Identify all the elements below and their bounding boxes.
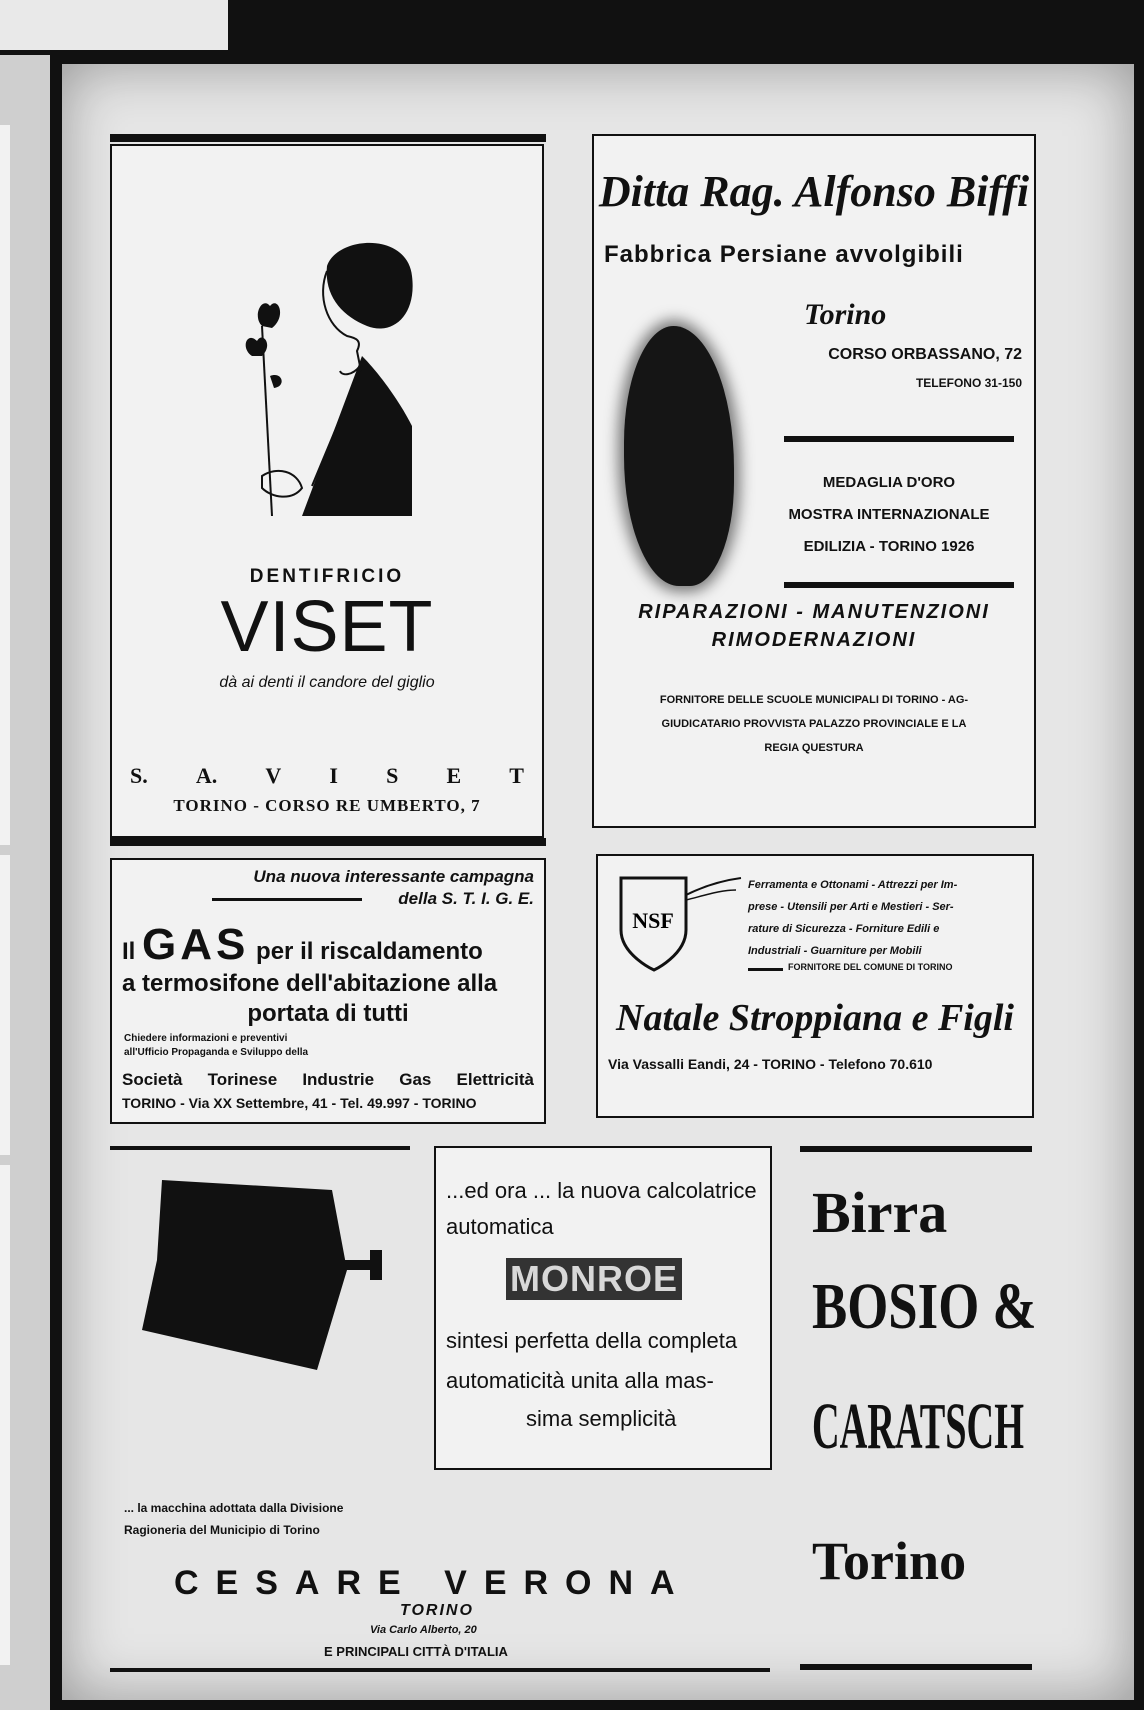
phone: TELEFONO 31-150 bbox=[915, 376, 1022, 390]
rule bbox=[784, 582, 1014, 588]
description-line: rature di Sicurezza - Forniture Edili e bbox=[748, 923, 940, 935]
company-address: TORINO - CORSO RE UMBERTO, 7 bbox=[173, 796, 481, 815]
medal-line: MEDAGLIA D'ORO bbox=[822, 474, 956, 491]
rule-top-verona bbox=[110, 1146, 410, 1150]
ad-gas bbox=[110, 858, 546, 1124]
supplier-note bbox=[604, 688, 1024, 760]
company-word: Società bbox=[122, 1070, 183, 1089]
company-word: Torinese bbox=[207, 1070, 278, 1089]
dealer-street: Via Carlo Alberto, 20 bbox=[370, 1624, 477, 1636]
product-type: DENTIFRICIO bbox=[249, 566, 405, 587]
rule bbox=[212, 898, 362, 901]
ad-biffi bbox=[592, 134, 1036, 828]
dealer-name: CESARE VERONA bbox=[174, 1564, 692, 1602]
headline-gas: GAS bbox=[142, 920, 250, 969]
birra-word: Birra bbox=[812, 1180, 948, 1245]
caption-line: ... la macchina adottata dalla Divisione bbox=[124, 1501, 344, 1515]
company-name bbox=[122, 1070, 534, 1090]
brewery-name: BOSIO & bbox=[812, 1270, 1037, 1343]
caption-line: Ragioneria del Municipio di Torino bbox=[124, 1523, 320, 1537]
intro-line: ...ed ora ... la nuova calcolatrice bbox=[446, 1178, 757, 1203]
dealer-branches: E PRINCIPALI CITTÀ D'ITALIA bbox=[324, 1644, 508, 1659]
headline bbox=[122, 920, 483, 970]
company-address: TORINO - Via XX Settembre, 41 - Tel. 49.997 - TORINO bbox=[122, 1095, 477, 1111]
campaign-line: della S. T. I. G. E. bbox=[398, 889, 534, 908]
headline-pre: Il bbox=[122, 938, 136, 965]
intro-line: automatica bbox=[446, 1214, 554, 1239]
info-line: all'Ufficio Propaganda e Sviluppo della bbox=[124, 1047, 309, 1058]
company-letter: A. bbox=[195, 763, 218, 788]
company-letter: T bbox=[509, 763, 524, 788]
description bbox=[748, 874, 1022, 962]
medal-line: EDILIZIA - TORINO 1926 bbox=[803, 538, 975, 555]
logo-initials: NSF bbox=[632, 908, 674, 933]
lady-with-lily-illustration bbox=[112, 226, 542, 546]
company-word: Industrie bbox=[302, 1070, 375, 1089]
campaign-line: Una nuova interessante campagna bbox=[253, 867, 534, 886]
brand-name: VISET bbox=[220, 587, 434, 667]
shutter-photo bbox=[624, 326, 734, 586]
rule-top-viset bbox=[110, 134, 546, 142]
company-letter: I bbox=[329, 763, 338, 788]
company-name bbox=[130, 763, 524, 789]
company-letter: E bbox=[446, 763, 462, 788]
info-request bbox=[124, 1032, 308, 1060]
company-subtitle: Fabbrica Persiane avvolgibili bbox=[604, 241, 964, 268]
brewery-city: Torino bbox=[812, 1531, 967, 1591]
info-line: Chiedere informazioni e preventivi bbox=[124, 1033, 288, 1044]
shield-logo bbox=[606, 870, 746, 980]
headline-line2: a termosifone dell'abitazione alla bbox=[122, 970, 498, 997]
adjacent-page-edge bbox=[0, 0, 228, 50]
tagline: dà ai denti il candore del giglio bbox=[219, 674, 435, 691]
ad-viset bbox=[110, 144, 544, 838]
supplier-line: FORNITORE DELLE SCUOLE MUNICIPALI DI TORINO - AG- bbox=[659, 694, 969, 706]
calculator-caption bbox=[124, 1497, 343, 1541]
company-name: Natale Stroppiana e Figli bbox=[616, 997, 1014, 1039]
description-line: Industriali - Guarniture per Mobili bbox=[748, 945, 922, 957]
brewery-name-2: CARATSCH bbox=[812, 1390, 1024, 1463]
ad-monroe bbox=[434, 1146, 772, 1470]
city: Torino bbox=[804, 298, 887, 331]
description-line: sima semplicità bbox=[526, 1406, 677, 1431]
company-title: Ditta Rag. Alfonso Biffi bbox=[598, 167, 1030, 216]
adjacent-page-strip bbox=[0, 55, 50, 1710]
rule-bottom-birra bbox=[800, 1664, 1032, 1670]
rule bbox=[748, 968, 783, 971]
supplier-line: GIUDICATARIO PROVVISTA PALAZZO PROVINCIALE E LA bbox=[661, 718, 967, 730]
campaign bbox=[253, 866, 534, 910]
services bbox=[594, 598, 1034, 654]
supplier-note: FORNITORE DEL COMUNE DI TORINO bbox=[788, 962, 953, 972]
services-line: RIMODERNAZIONI bbox=[711, 629, 917, 651]
company-letter: S bbox=[386, 763, 399, 788]
company-word: Gas bbox=[399, 1070, 432, 1089]
rule-top-birra bbox=[800, 1146, 1032, 1152]
company-letter: V bbox=[265, 763, 282, 788]
description-line: Ferramenta e Ottonami - Attrezzi per Im- bbox=[748, 879, 958, 891]
description-line: automaticità unita alla mas- bbox=[446, 1368, 714, 1393]
medal-line: MOSTRA INTERNAZIONALE bbox=[788, 506, 990, 523]
rule-bottom-viset bbox=[110, 838, 546, 846]
services-line: RIPARAZIONI - MANUTENZIONI bbox=[638, 601, 990, 623]
headline-post: per il riscaldamento bbox=[256, 938, 483, 965]
calculator-illustration bbox=[122, 1160, 392, 1380]
company-letter: S. bbox=[130, 763, 148, 788]
monroe-brand: MONROE bbox=[506, 1258, 682, 1300]
headline-line3: portata di tutti bbox=[247, 1000, 409, 1027]
address: CORSO ORBASSANO, 72 bbox=[828, 346, 1022, 363]
dealer-city: TORINO bbox=[400, 1602, 474, 1619]
description-line: sintesi perfetta della completa bbox=[446, 1328, 738, 1353]
company-address: Via Vassalli Eandi, 24 - TORINO - Telefono 70.610 bbox=[608, 1056, 933, 1072]
description-line: prese - Utensili per Arti e Mestieri - Ser- bbox=[748, 901, 954, 913]
ad-stroppiana bbox=[596, 854, 1034, 1118]
rule bbox=[784, 436, 1014, 442]
company-word: Elettricità bbox=[456, 1070, 534, 1089]
supplier-line: REGIA QUESTURA bbox=[764, 742, 864, 754]
rule-bottom-verona bbox=[110, 1668, 770, 1672]
scanned-page bbox=[62, 64, 1134, 1700]
